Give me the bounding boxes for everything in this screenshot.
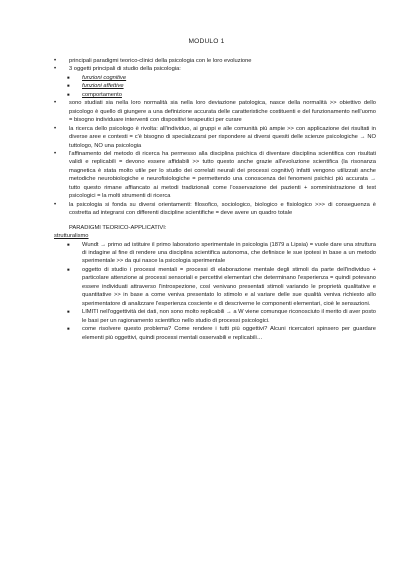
list-item: • principali paradigmi teorico-clinici della psicologia con le loro evoluzione bbox=[54, 57, 376, 65]
subsection-heading: strutturalismo bbox=[54, 233, 89, 240]
struct-bullet-list bbox=[54, 241, 376, 342]
sub-list-item: ■ funzioni affettive bbox=[67, 82, 376, 90]
sub-list-item: ■ Wundt → primo ad istituire il primo laboratorio sperimentale in psicologia (1879 a Lipsia) = vuole dare una struttura di indagine al fine di rendere una disciplina scientifica autonoma, che definisce le sue ipotesi in base a un metodo sperimentale >> da qui nasce la psicologia sperimentale bbox=[67, 241, 376, 266]
sub-list-item: ■ comportamento bbox=[67, 91, 376, 99]
sub-list-item: ■ come risolvere questo problema? Come rendere i tutti più oggettivi? Alcuni ricercatori spinsero per guardare elementi più oggettivi, quindi processi mentali osservabili e replicabili… bbox=[67, 325, 376, 342]
page-title: MODULO 1 bbox=[188, 38, 225, 45]
sub-list-item: ■ funzioni cognitive bbox=[67, 74, 376, 82]
sub-list-item: ■ oggetto di studio i processi mentali = processi di elaborazione mentale degli stimoli da parte dell'individuo + particolare attenzione ai processi sensoriali e percettivi elementari che determinano l'esperienza = quindi potevano essere individuati attraverso l'introspezione, così venivano presentati stimoli variando le proprietà qualitative e quantitative >> in base a come veniva presentato lo stimolo e al variare delle sue qualità veniva richiesto allo sperimentatore di analizzare l'esperienza cosciente e di descriverne le componenti elementari, cioè le sensazioni. bbox=[67, 266, 376, 308]
section-heading: PARADIGMI TEORICO-APPLICATIVI: bbox=[69, 224, 167, 231]
main-bullet-list bbox=[54, 57, 376, 218]
list-item: • sono studiati sia nella loro normalità sia nella loro deviazione patologica, nasce della normalità >> obiettivo dello psicologo è quello di giungere a una definizione accurata delle caratteristiche costituenti e del funzionamento nell'uomo = bisogno individuare interventi con dispositivi terapeutici per curare bbox=[54, 99, 376, 124]
sub-list-item: ■ LIMITI nell'oggettività dei dati, non sono molto replicabili → a W viene comunque riconosciuto il merito di aver posto le basi per un ragionamento scientifico nello studio di processi psicologici. bbox=[67, 308, 376, 325]
list-item: • la ricerca dello psicologo è rivolta: all'individuo, ai gruppi e alle comunità più ampie >> con applicazione dei risultati in diverse aree e contesti = c'è bisogno di specializzarsi per rispondere ai diversi quesiti delle scienze psicologiche → NO tuttologo, NO una psicologia bbox=[54, 125, 376, 150]
list-item: • l'affinamento del metodo di ricerca ha permesso alla disciplina psichica di diventare disciplina scientifica con risultati validi e replicabili = devono essere affidabili >> tutto questo anche grazie all'evoluzione scientifica (la risonanza magnetica è stata molto utile per lo studio dei correlati neurali dei processi cognitivi) infatti vengono utilizzati anche metodiche neurobiologiche e neurofisiologiche = permettendo una conoscenza dei fenomeni psichici più accurata → tutto questo rimane affiancato ai metodi tradizionali come l'osservazione dei pazienti + somministrazione di test psicologici = la molti strumenti di ricerca bbox=[54, 150, 376, 201]
list-item: • 3 oggetti principali di studio della psicologia: bbox=[54, 65, 376, 73]
list-item: • la psicologia si fonda su diversi orientamenti: filosofico, sociologico, biologico e fisiologico >>> di conseguenza è costretta ad integrarsi con differenti discipline scientifiche = deve avere un quadro totale bbox=[54, 201, 376, 218]
document-body bbox=[54, 57, 376, 342]
